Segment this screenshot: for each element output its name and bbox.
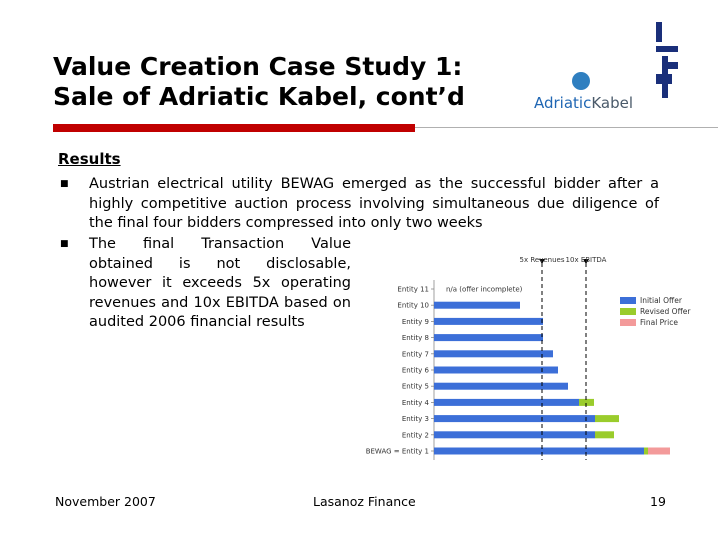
reference-label: 10x EBITDA [565,256,607,264]
bar-revised-offer [595,415,619,422]
bullet-text-1: Austrian electrical utility BEWAG emerged as the successful bidder after a highly competitive auction process involving simultaneous due diligence of the final four bidders compressed into only two weeks [89,176,659,231]
annotation-label: n/a (offer incomplete) [446,285,523,294]
results-heading: Results [58,150,121,168]
bar-initial-offer [434,399,579,406]
title-line-1: Value Creation Case Study 1: [53,52,463,81]
bar-initial-offer [434,367,558,374]
category-label: BEWAG = Entity 1 [365,447,429,456]
bullet-marker-1: ■ [60,179,69,189]
bar-revised-offer [644,448,648,455]
bar-initial-offer [434,350,553,357]
bullet-marker-2: ■ [60,239,69,249]
bar-initial-offer [434,318,543,325]
bar-initial-offer [434,334,543,341]
category-label: Entity 6 [401,366,429,375]
reference-label: 5x Revenues [519,256,565,264]
category-label: Entity 7 [401,350,429,359]
legend-label: Final Price [640,318,678,327]
logo-brand-part2: Kabel [591,94,634,112]
category-label: Entity 5 [401,382,429,391]
page-number: 19 [650,494,666,509]
legend-swatch [620,319,636,326]
bar-initial-offer [434,383,568,390]
footer-date: November 2007 [55,494,156,509]
bar-final-price [648,448,670,455]
legend-swatch [620,308,636,315]
category-label: Entity 9 [401,317,429,326]
legend-swatch [620,297,636,304]
category-label: Entity 4 [401,398,429,407]
bar-initial-offer [434,302,520,309]
bar-initial-offer [434,431,595,438]
category-label: Entity 2 [401,431,429,440]
category-label: Entity 11 [397,285,429,294]
bullet-text-2: The final Transaction Value obtained is not disclosable, however it exceeds 5x operating revenues and 10x EBITDA based on audited 2006 financial results [89,236,351,330]
bar-initial-offer [434,415,595,422]
legend-label: Initial Offer [640,296,682,305]
logo-brand-part1: Adriatic [534,94,592,112]
category-label: Entity 8 [401,334,429,343]
legend-label: Revised Offer [640,307,691,316]
title-line-2: Sale of Adriatic Kabel, cont’d [53,82,465,111]
bar-initial-offer [434,448,644,455]
category-label: Entity 10 [397,301,429,310]
footer-company: Lasanoz Finance [313,494,416,509]
category-label: Entity 3 [401,415,429,424]
bar-revised-offer [595,431,614,438]
